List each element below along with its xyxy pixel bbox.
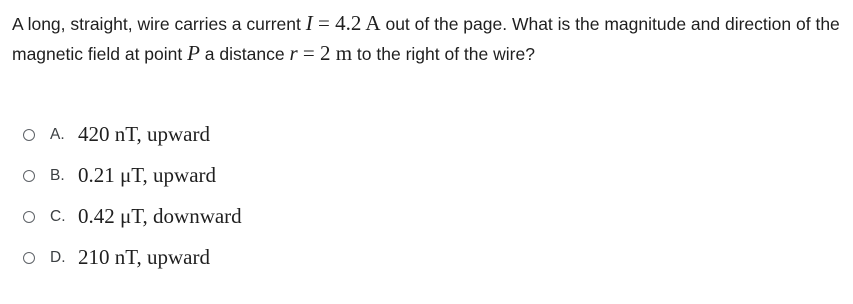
answer-options: [20, 114, 242, 278]
current-value: = 4.2 A: [312, 11, 381, 35]
question-part-2: out of the page. What is the magnitude and direction of the magnetic field at point: [12, 14, 840, 64]
option-letter: B.: [50, 166, 65, 184]
radio-button-icon[interactable]: [23, 129, 35, 141]
option-letter: C.: [50, 207, 66, 225]
radio-button-icon[interactable]: [23, 211, 35, 223]
question-part-1: A long, straight, wire carries a current: [12, 14, 306, 34]
point-variable: P: [187, 41, 200, 65]
point-expression: [187, 41, 200, 65]
radio-button-icon[interactable]: [23, 170, 35, 182]
question-part-3: a distance: [199, 44, 290, 64]
option-c[interactable]: [20, 196, 242, 237]
radio-button-icon[interactable]: [23, 252, 35, 264]
option-text: 0.21 μT, upward: [78, 163, 217, 187]
option-a[interactable]: [20, 114, 242, 155]
distance-value: = 2 m: [297, 41, 353, 65]
question-text: [12, 9, 842, 69]
option-text: 210 nT, upward: [78, 245, 210, 269]
current-expression: [306, 11, 381, 35]
option-letter: D.: [50, 248, 66, 266]
option-letter: A.: [50, 125, 65, 143]
option-d[interactable]: [20, 237, 242, 278]
option-b[interactable]: [20, 155, 242, 196]
distance-expression: [289, 41, 352, 65]
current-variable: I: [305, 11, 313, 35]
question-part-4: to the right of the wire?: [352, 44, 535, 64]
distance-variable: r: [289, 41, 298, 65]
option-text: 420 nT, upward: [78, 122, 210, 146]
option-text: 0.42 μT, downward: [78, 204, 242, 228]
